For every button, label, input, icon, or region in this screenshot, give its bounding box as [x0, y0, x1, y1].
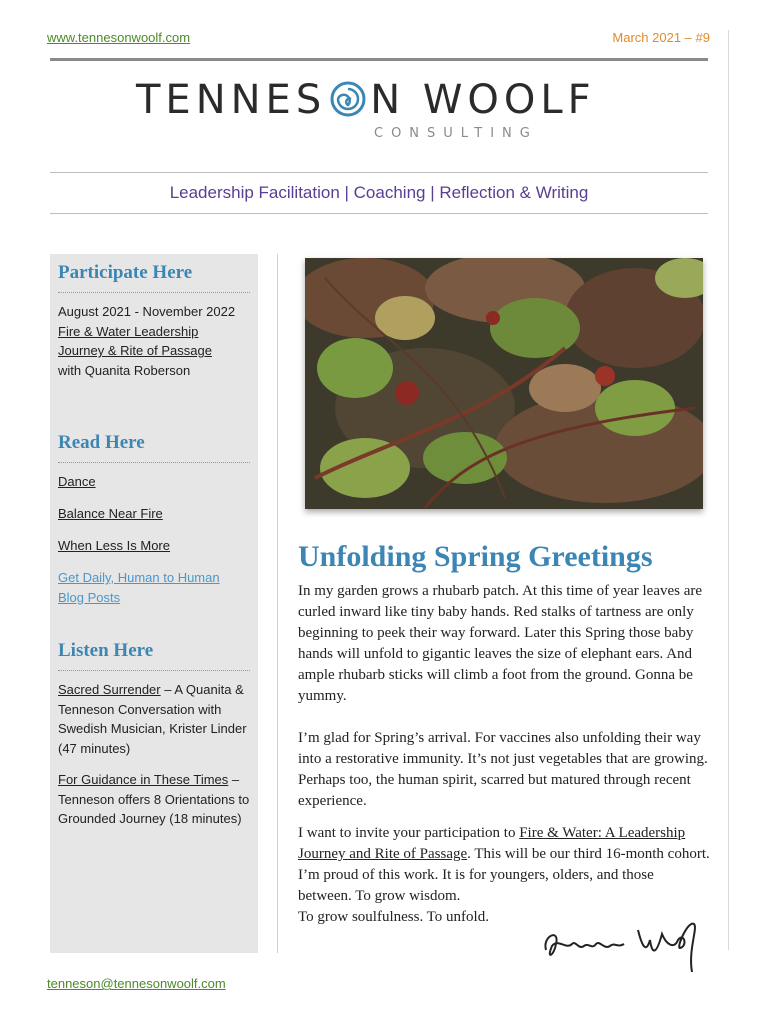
listen-item-1 [58, 680, 254, 758]
participate-dates: August 2021 - November 2022 [58, 304, 236, 319]
blog-link[interactable] [58, 568, 254, 607]
sidebar [50, 254, 258, 953]
header-rule [50, 58, 708, 61]
participate-link-line2[interactable]: Journey & Rite of Passage [58, 343, 212, 358]
website-link[interactable]: www.tennesonwoolf.com [47, 30, 191, 45]
logo-subtitle: CONSULTING [374, 126, 538, 141]
issue-label: March 2021 – #9 [612, 30, 710, 45]
read-link-1[interactable] [58, 472, 254, 492]
para3-intro: I want to invite your participation to [298, 825, 520, 841]
spiral-icon [328, 79, 368, 119]
listen-item-2 [58, 770, 254, 829]
para3-closing: To grow soulfulness. To unfold. [298, 909, 489, 925]
logo-name-right: N WOOLF [370, 77, 596, 123]
listen-link-2[interactable]: For Guidance in These Times [58, 772, 229, 787]
fire-water-link[interactable]: Fire & Water: A Leadership Journey and Rite of Passage [298, 825, 686, 862]
article-title: Unfolding Spring Greetings [298, 540, 653, 573]
blog-link-line1[interactable]: Get Daily, Human to Human [58, 570, 220, 585]
read-link-balance[interactable]: Balance Near Fire [58, 506, 163, 521]
listen-desc-2: – Tenneson offers 8 Orientations to Grounded Journey (18 minutes) [58, 772, 250, 826]
participate-link-line1[interactable]: Fire & Water Leadership [58, 323, 199, 339]
listen-heading: Listen Here [58, 640, 154, 661]
para3-body: . This will be our third 16-month cohort. I’m proud of this work. It is for youngers, olders, and those between. To grow wisdom. [298, 846, 710, 904]
rhubarb-photo [305, 258, 703, 509]
listen-link-1[interactable]: Sacred Surrender [58, 682, 161, 697]
listen-desc-1: – A Quanita & Tenneson Conversation with Swedish Musician, Krister Linder (47 minutes) [58, 682, 247, 756]
participate-with: with Quanita Roberson [58, 362, 191, 378]
tagline-top-rule [50, 172, 708, 173]
tagline: Leadership Facilitation | Coaching | Reflection & Writing [169, 183, 589, 202]
article-paragraph-1: In my garden grows a rhubarb patch. At this time of year leaves are curled inward like tiny baby hands. Red stalks of tartness are only beginning to peek their way forward. Later this Spring those baby hands will unfold to gigantic leaves the size of elephant ears. And ample rhubarb sticks will climb a foot from the ground. Gonna be yummy. [298, 583, 703, 704]
listen-divider [58, 670, 250, 671]
read-link-less[interactable]: When Less Is More [58, 538, 170, 553]
participate-block [58, 302, 254, 380]
participate-divider [58, 292, 250, 293]
rhubarb-photo-art [305, 258, 703, 509]
participate-heading: Participate Here [58, 262, 193, 283]
read-link-3[interactable] [58, 536, 254, 556]
read-link-2[interactable] [58, 504, 254, 524]
read-divider [58, 462, 250, 463]
page-edge-rule [728, 30, 729, 950]
signature [538, 910, 708, 976]
tagline-bottom-rule [50, 213, 708, 214]
article-paragraph-2: I’m glad for Spring’s arrival. For vaccines also unfolding their way into a restorative immunity. It’s not just vegetables that are growing. Perhaps too, the human spirit, scarred but matured through recent experience. [298, 730, 708, 809]
logo-name-left: TENNES [136, 77, 327, 123]
blog-link-line2[interactable]: Blog Posts [58, 589, 121, 605]
company-logo [136, 78, 626, 148]
read-link-dance[interactable]: Dance [58, 474, 96, 489]
read-heading: Read Here [58, 432, 145, 453]
footer-email-link[interactable]: tenneson@tennesonwoolf.com [47, 976, 226, 991]
column-divider [277, 254, 278, 953]
